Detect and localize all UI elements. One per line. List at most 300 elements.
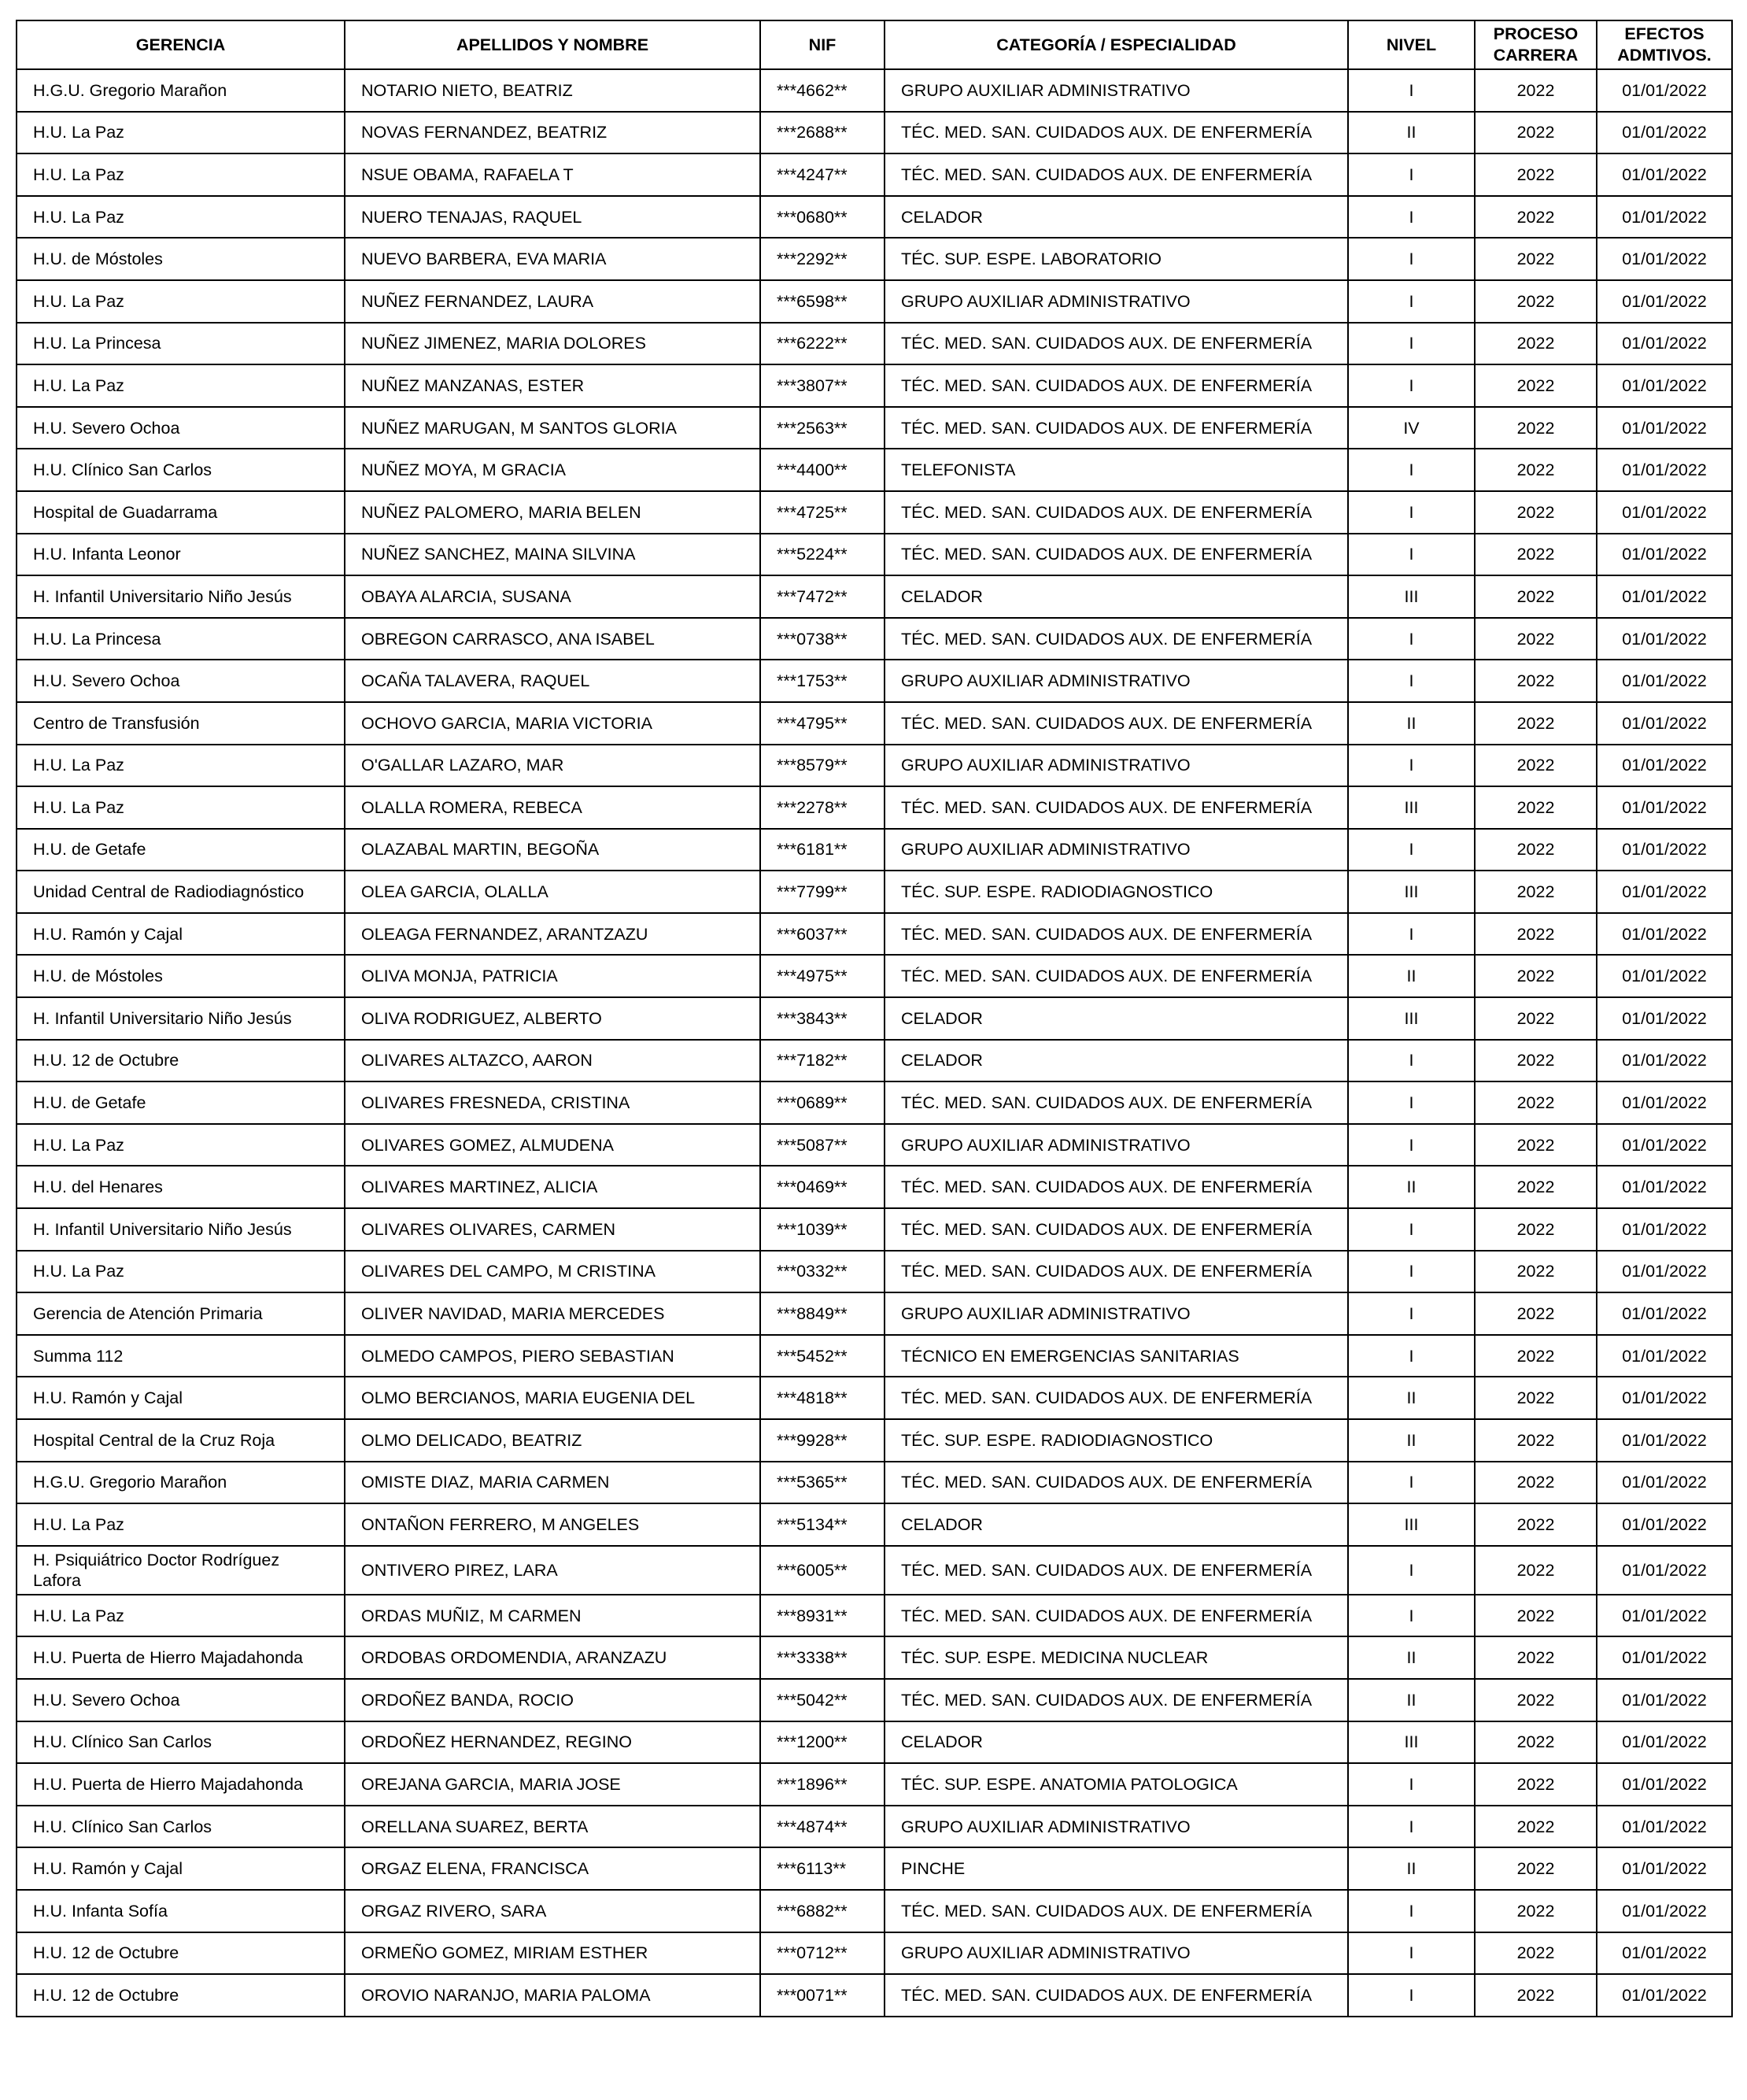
- cell-categoria: TÉC. MED. SAN. CUIDADOS AUX. DE ENFERMERÍA: [885, 1679, 1348, 1721]
- cell-nif: ***8849**: [760, 1292, 885, 1335]
- cell-nif: ***6181**: [760, 829, 885, 871]
- cell-gerencia: H.U. La Paz: [17, 280, 345, 323]
- cell-nif: ***5365**: [760, 1462, 885, 1504]
- cell-nombre: NUÑEZ MANZANAS, ESTER: [345, 364, 760, 407]
- cell-nivel: I: [1348, 449, 1475, 491]
- cell-efectos: 01/01/2022: [1597, 323, 1732, 365]
- cell-categoria: TÉC. MED. SAN. CUIDADOS AUX. DE ENFERMERÍA: [885, 323, 1348, 365]
- cell-categoria: CELADOR: [885, 196, 1348, 238]
- cell-gerencia: H. Psiquiátrico Doctor Rodríguez Lafora: [17, 1546, 345, 1595]
- cell-proceso: 2022: [1475, 1292, 1597, 1335]
- cell-proceso: 2022: [1475, 280, 1597, 323]
- cell-proceso: 2022: [1475, 534, 1597, 576]
- cell-nombre: O'GALLAR LAZARO, MAR: [345, 745, 760, 787]
- cell-proceso: 2022: [1475, 1503, 1597, 1546]
- table-row: [17, 1081, 1732, 1124]
- table-row: [17, 449, 1732, 491]
- cell-nif: ***6882**: [760, 1890, 885, 1932]
- cell-nif: ***5134**: [760, 1503, 885, 1546]
- cell-nombre: ORDOÑEZ BANDA, ROCIO: [345, 1679, 760, 1721]
- cell-efectos: 01/01/2022: [1597, 575, 1732, 618]
- cell-gerencia: H.U. 12 de Octubre: [17, 1932, 345, 1975]
- cell-efectos: 01/01/2022: [1597, 1974, 1732, 2017]
- cell-proceso: 2022: [1475, 364, 1597, 407]
- cell-proceso: 2022: [1475, 1335, 1597, 1377]
- cell-gerencia: H.U. La Paz: [17, 112, 345, 154]
- cell-categoria: CELADOR: [885, 997, 1348, 1040]
- cell-nivel: II: [1348, 702, 1475, 745]
- cell-efectos: 01/01/2022: [1597, 1847, 1732, 1890]
- header-categoria: CATEGORÍA / ESPECIALIDAD: [885, 20, 1348, 69]
- cell-categoria: CELADOR: [885, 1040, 1348, 1082]
- cell-nivel: I: [1348, 1546, 1475, 1595]
- cell-efectos: 01/01/2022: [1597, 112, 1732, 154]
- cell-efectos: 01/01/2022: [1597, 1040, 1732, 1082]
- cell-categoria: TÉC. MED. SAN. CUIDADOS AUX. DE ENFERMERÍA: [885, 618, 1348, 660]
- cell-categoria: PINCHE: [885, 1847, 1348, 1890]
- cell-nombre: ORELLANA SUAREZ, BERTA: [345, 1806, 760, 1848]
- header-nivel: NIVEL: [1348, 20, 1475, 69]
- cell-gerencia: H.U. Ramón y Cajal: [17, 1847, 345, 1890]
- cell-efectos: 01/01/2022: [1597, 913, 1732, 956]
- cell-efectos: 01/01/2022: [1597, 280, 1732, 323]
- cell-proceso: 2022: [1475, 407, 1597, 449]
- cell-categoria: TÉC. MED. SAN. CUIDADOS AUX. DE ENFERMERÍA: [885, 1166, 1348, 1208]
- cell-efectos: 01/01/2022: [1597, 1419, 1732, 1462]
- cell-efectos: 01/01/2022: [1597, 153, 1732, 196]
- cell-nif: ***0071**: [760, 1974, 885, 2017]
- cell-nombre: NUERO TENAJAS, RAQUEL: [345, 196, 760, 238]
- header-efectos-line2: ADMTIVOS.: [1617, 46, 1712, 65]
- cell-nombre: NUÑEZ MARUGAN, M SANTOS GLORIA: [345, 407, 760, 449]
- cell-categoria: GRUPO AUXILIAR ADMINISTRATIVO: [885, 660, 1348, 702]
- cell-nivel: III: [1348, 871, 1475, 913]
- cell-nombre: OLMO BERCIANOS, MARIA EUGENIA DEL: [345, 1377, 760, 1419]
- cell-gerencia: Hospital Central de la Cruz Roja: [17, 1419, 345, 1462]
- cell-nombre: NOTARIO NIETO, BEATRIZ: [345, 69, 760, 112]
- cell-nif: ***4818**: [760, 1377, 885, 1419]
- cell-nif: ***3843**: [760, 997, 885, 1040]
- table-row: [17, 1377, 1732, 1419]
- cell-gerencia: H.U. Clínico San Carlos: [17, 449, 345, 491]
- cell-nif: ***8579**: [760, 745, 885, 787]
- cell-nivel: III: [1348, 1721, 1475, 1764]
- cell-nivel: I: [1348, 1124, 1475, 1166]
- table-row: [17, 702, 1732, 745]
- cell-efectos: 01/01/2022: [1597, 829, 1732, 871]
- header-efectos-admtivos: [1597, 20, 1732, 69]
- cell-nivel: I: [1348, 534, 1475, 576]
- cell-nombre: OLIVARES OLIVARES, CARMEN: [345, 1208, 760, 1251]
- cell-gerencia: H.U. Ramón y Cajal: [17, 913, 345, 956]
- cell-categoria: TÉC. SUP. ESPE. MEDICINA NUCLEAR: [885, 1636, 1348, 1679]
- cell-efectos: 01/01/2022: [1597, 660, 1732, 702]
- cell-nombre: NUÑEZ MOYA, M GRACIA: [345, 449, 760, 491]
- table-row: [17, 913, 1732, 956]
- header-efectos-line1: EFECTOS: [1624, 24, 1705, 43]
- table-row: [17, 1974, 1732, 2017]
- cell-proceso: 2022: [1475, 1124, 1597, 1166]
- cell-nif: ***4247**: [760, 153, 885, 196]
- cell-categoria: GRUPO AUXILIAR ADMINISTRATIVO: [885, 1806, 1348, 1848]
- cell-efectos: 01/01/2022: [1597, 1292, 1732, 1335]
- cell-nif: ***8931**: [760, 1595, 885, 1637]
- cell-proceso: 2022: [1475, 1806, 1597, 1848]
- cell-efectos: 01/01/2022: [1597, 1679, 1732, 1721]
- cell-gerencia: H. Infantil Universitario Niño Jesús: [17, 997, 345, 1040]
- cell-nif: ***6598**: [760, 280, 885, 323]
- table-row: [17, 112, 1732, 154]
- cell-efectos: 01/01/2022: [1597, 871, 1732, 913]
- cell-nif: ***1039**: [760, 1208, 885, 1251]
- cell-gerencia: H.U. de Móstoles: [17, 955, 345, 997]
- cell-nombre: ORDOÑEZ HERNANDEZ, REGINO: [345, 1721, 760, 1764]
- table-row: [17, 745, 1732, 787]
- cell-proceso: 2022: [1475, 618, 1597, 660]
- cell-categoria: TÉC. MED. SAN. CUIDADOS AUX. DE ENFERMERÍA: [885, 491, 1348, 534]
- cell-nombre: ORGAZ ELENA, FRANCISCA: [345, 1847, 760, 1890]
- cell-proceso: 2022: [1475, 913, 1597, 956]
- cell-gerencia: H.U. La Paz: [17, 745, 345, 787]
- table-row: [17, 1503, 1732, 1546]
- cell-nif: ***4400**: [760, 449, 885, 491]
- cell-nif: ***1200**: [760, 1721, 885, 1764]
- cell-nif: ***3338**: [760, 1636, 885, 1679]
- cell-proceso: 2022: [1475, 449, 1597, 491]
- cell-categoria: GRUPO AUXILIAR ADMINISTRATIVO: [885, 1292, 1348, 1335]
- table-row: [17, 1679, 1732, 1721]
- cell-categoria: TELEFONISTA: [885, 449, 1348, 491]
- cell-efectos: 01/01/2022: [1597, 1721, 1732, 1764]
- cell-gerencia: H.U. del Henares: [17, 1166, 345, 1208]
- cell-nivel: I: [1348, 745, 1475, 787]
- cell-efectos: 01/01/2022: [1597, 1763, 1732, 1806]
- cell-nif: ***0712**: [760, 1932, 885, 1975]
- cell-categoria: TÉC. SUP. ESPE. ANATOMIA PATOLOGICA: [885, 1763, 1348, 1806]
- cell-nombre: ONTIVERO PIREZ, LARA: [345, 1546, 760, 1595]
- cell-nif: ***0469**: [760, 1166, 885, 1208]
- cell-nivel: II: [1348, 1847, 1475, 1890]
- cell-proceso: 2022: [1475, 196, 1597, 238]
- cell-gerencia: Summa 112: [17, 1335, 345, 1377]
- table-row: [17, 618, 1732, 660]
- table-row: [17, 323, 1732, 365]
- cell-nivel: III: [1348, 575, 1475, 618]
- cell-proceso: 2022: [1475, 871, 1597, 913]
- cell-nivel: I: [1348, 69, 1475, 112]
- cell-gerencia: H.U. La Paz: [17, 1503, 345, 1546]
- cell-efectos: 01/01/2022: [1597, 955, 1732, 997]
- table-row: [17, 1932, 1732, 1975]
- cell-nombre: ORDOBAS ORDOMENDIA, ARANZAZU: [345, 1636, 760, 1679]
- header-nombre: APELLIDOS Y NOMBRE: [345, 20, 760, 69]
- cell-nif: ***5452**: [760, 1335, 885, 1377]
- cell-nif: ***0332**: [760, 1251, 885, 1293]
- cell-categoria: CELADOR: [885, 1503, 1348, 1546]
- cell-proceso: 2022: [1475, 1595, 1597, 1637]
- cell-nivel: III: [1348, 997, 1475, 1040]
- table-row: [17, 1763, 1732, 1806]
- cell-categoria: GRUPO AUXILIAR ADMINISTRATIVO: [885, 1932, 1348, 1975]
- cell-categoria: TÉC. MED. SAN. CUIDADOS AUX. DE ENFERMERÍA: [885, 407, 1348, 449]
- cell-nombre: OCHOVO GARCIA, MARIA VICTORIA: [345, 702, 760, 745]
- cell-gerencia: H.U. Puerta de Hierro Majadahonda: [17, 1763, 345, 1806]
- cell-nivel: I: [1348, 280, 1475, 323]
- cell-proceso: 2022: [1475, 1763, 1597, 1806]
- cell-gerencia: H.G.U. Gregorio Marañon: [17, 1462, 345, 1504]
- personnel-table: [16, 20, 1733, 2017]
- cell-gerencia: H. Infantil Universitario Niño Jesús: [17, 575, 345, 618]
- cell-nombre: OLMEDO CAMPOS, PIERO SEBASTIAN: [345, 1335, 760, 1377]
- cell-gerencia: H.U. La Paz: [17, 153, 345, 196]
- cell-efectos: 01/01/2022: [1597, 1636, 1732, 1679]
- table-row: [17, 1040, 1732, 1082]
- cell-gerencia: H.U. 12 de Octubre: [17, 1040, 345, 1082]
- table-row: [17, 829, 1732, 871]
- cell-efectos: 01/01/2022: [1597, 1462, 1732, 1504]
- table-row: [17, 280, 1732, 323]
- cell-nivel: I: [1348, 1595, 1475, 1637]
- cell-nivel: II: [1348, 1636, 1475, 1679]
- cell-nombre: OBAYA ALARCIA, SUSANA: [345, 575, 760, 618]
- cell-nombre: NOVAS FERNANDEZ, BEATRIZ: [345, 112, 760, 154]
- table-row: [17, 534, 1732, 576]
- cell-gerencia: Unidad Central de Radiodiagnóstico: [17, 871, 345, 913]
- cell-gerencia: H.U. La Paz: [17, 1124, 345, 1166]
- cell-nivel: I: [1348, 1806, 1475, 1848]
- cell-nivel: II: [1348, 1419, 1475, 1462]
- cell-efectos: 01/01/2022: [1597, 238, 1732, 280]
- cell-gerencia: H.G.U. Gregorio Marañon: [17, 69, 345, 112]
- cell-nivel: I: [1348, 1292, 1475, 1335]
- cell-efectos: 01/01/2022: [1597, 534, 1732, 576]
- cell-nivel: I: [1348, 618, 1475, 660]
- cell-efectos: 01/01/2022: [1597, 1124, 1732, 1166]
- cell-efectos: 01/01/2022: [1597, 1890, 1732, 1932]
- table-row: [17, 955, 1732, 997]
- cell-efectos: 01/01/2022: [1597, 1251, 1732, 1293]
- cell-nivel: I: [1348, 1081, 1475, 1124]
- cell-nif: ***6222**: [760, 323, 885, 365]
- cell-nombre: OREJANA GARCIA, MARIA JOSE: [345, 1763, 760, 1806]
- cell-efectos: 01/01/2022: [1597, 786, 1732, 829]
- cell-efectos: 01/01/2022: [1597, 1932, 1732, 1975]
- cell-proceso: 2022: [1475, 660, 1597, 702]
- cell-nivel: I: [1348, 153, 1475, 196]
- cell-proceso: 2022: [1475, 112, 1597, 154]
- table-row: [17, 1292, 1732, 1335]
- table-row: [17, 1251, 1732, 1293]
- cell-categoria: TÉCNICO EN EMERGENCIAS SANITARIAS: [885, 1335, 1348, 1377]
- cell-gerencia: H.U. Severo Ochoa: [17, 1679, 345, 1721]
- cell-nombre: NSUE OBAMA, RAFAELA T: [345, 153, 760, 196]
- cell-proceso: 2022: [1475, 1208, 1597, 1251]
- cell-categoria: TÉC. SUP. ESPE. RADIODIAGNOSTICO: [885, 1419, 1348, 1462]
- cell-nif: ***1753**: [760, 660, 885, 702]
- cell-nivel: I: [1348, 1890, 1475, 1932]
- table-row: [17, 871, 1732, 913]
- cell-gerencia: H.U. La Paz: [17, 196, 345, 238]
- cell-nivel: I: [1348, 1335, 1475, 1377]
- cell-gerencia: H.U. Infanta Sofía: [17, 1890, 345, 1932]
- cell-categoria: TÉC. MED. SAN. CUIDADOS AUX. DE ENFERMERÍA: [885, 534, 1348, 576]
- table-row: [17, 1208, 1732, 1251]
- table-row: [17, 238, 1732, 280]
- cell-nif: ***5042**: [760, 1679, 885, 1721]
- cell-nivel: I: [1348, 196, 1475, 238]
- cell-categoria: TÉC. MED. SAN. CUIDADOS AUX. DE ENFERMERÍA: [885, 1595, 1348, 1637]
- cell-nivel: I: [1348, 1932, 1475, 1975]
- cell-nivel: I: [1348, 1251, 1475, 1293]
- cell-nif: ***0680**: [760, 196, 885, 238]
- cell-gerencia: H.U. La Paz: [17, 786, 345, 829]
- cell-nombre: OLIVARES DEL CAMPO, M CRISTINA: [345, 1251, 760, 1293]
- cell-nombre: OCAÑA TALAVERA, RAQUEL: [345, 660, 760, 702]
- cell-efectos: 01/01/2022: [1597, 745, 1732, 787]
- cell-categoria: CELADOR: [885, 1721, 1348, 1764]
- table-row: [17, 786, 1732, 829]
- cell-proceso: 2022: [1475, 786, 1597, 829]
- cell-gerencia: H.U. de Móstoles: [17, 238, 345, 280]
- cell-nombre: NUEVO BARBERA, EVA MARIA: [345, 238, 760, 280]
- cell-efectos: 01/01/2022: [1597, 1377, 1732, 1419]
- cell-nombre: ONTAÑON FERRERO, M ANGELES: [345, 1503, 760, 1546]
- cell-gerencia: Gerencia de Atención Primaria: [17, 1292, 345, 1335]
- table-row: [17, 1166, 1732, 1208]
- cell-gerencia: H.U. La Princesa: [17, 618, 345, 660]
- cell-nif: ***2563**: [760, 407, 885, 449]
- cell-gerencia: H.U. La Paz: [17, 1595, 345, 1637]
- cell-nif: ***4975**: [760, 955, 885, 997]
- cell-proceso: 2022: [1475, 1081, 1597, 1124]
- cell-categoria: TÉC. MED. SAN. CUIDADOS AUX. DE ENFERMERÍA: [885, 1251, 1348, 1293]
- cell-proceso: 2022: [1475, 1419, 1597, 1462]
- header-gerencia: GERENCIA: [17, 20, 345, 69]
- cell-nif: ***7182**: [760, 1040, 885, 1082]
- table-row: [17, 491, 1732, 534]
- cell-efectos: 01/01/2022: [1597, 364, 1732, 407]
- cell-proceso: 2022: [1475, 1679, 1597, 1721]
- cell-nombre: OLAZABAL MARTIN, BEGOÑA: [345, 829, 760, 871]
- cell-nif: ***9928**: [760, 1419, 885, 1462]
- cell-nif: ***5087**: [760, 1124, 885, 1166]
- cell-nivel: III: [1348, 1503, 1475, 1546]
- cell-categoria: TÉC. MED. SAN. CUIDADOS AUX. DE ENFERMERÍA: [885, 364, 1348, 407]
- cell-proceso: 2022: [1475, 1166, 1597, 1208]
- header-proceso-carrera: [1475, 20, 1597, 69]
- cell-nombre: OLIVARES FRESNEDA, CRISTINA: [345, 1081, 760, 1124]
- cell-categoria: CELADOR: [885, 575, 1348, 618]
- table-row: [17, 1419, 1732, 1462]
- table-row: [17, 575, 1732, 618]
- table-row: [17, 1806, 1732, 1848]
- table-row: [17, 1890, 1732, 1932]
- table-row: [17, 1546, 1732, 1595]
- header-proceso-line1: PROCESO: [1493, 24, 1579, 43]
- table-row: [17, 1462, 1732, 1504]
- table-row: [17, 1595, 1732, 1637]
- cell-nif: ***6113**: [760, 1847, 885, 1890]
- cell-gerencia: H.U. La Paz: [17, 1251, 345, 1293]
- cell-categoria: TÉC. MED. SAN. CUIDADOS AUX. DE ENFERMERÍA: [885, 702, 1348, 745]
- cell-gerencia: H.U. de Getafe: [17, 1081, 345, 1124]
- cell-nif: ***6005**: [760, 1546, 885, 1595]
- cell-gerencia: Centro de Transfusión: [17, 702, 345, 745]
- table-row: [17, 1636, 1732, 1679]
- cell-categoria: GRUPO AUXILIAR ADMINISTRATIVO: [885, 280, 1348, 323]
- cell-nivel: II: [1348, 112, 1475, 154]
- cell-proceso: 2022: [1475, 153, 1597, 196]
- cell-nombre: OLIVA MONJA, PATRICIA: [345, 955, 760, 997]
- cell-proceso: 2022: [1475, 238, 1597, 280]
- cell-gerencia: H. Infantil Universitario Niño Jesús: [17, 1208, 345, 1251]
- cell-nombre: OLEAGA FERNANDEZ, ARANTZAZU: [345, 913, 760, 956]
- cell-nif: ***4725**: [760, 491, 885, 534]
- cell-gerencia: H.U. La Princesa: [17, 323, 345, 365]
- cell-categoria: TÉC. SUP. ESPE. LABORATORIO: [885, 238, 1348, 280]
- table-row: [17, 196, 1732, 238]
- cell-nif: ***2292**: [760, 238, 885, 280]
- cell-nivel: I: [1348, 1763, 1475, 1806]
- cell-categoria: GRUPO AUXILIAR ADMINISTRATIVO: [885, 1124, 1348, 1166]
- cell-nombre: OLIVA RODRIGUEZ, ALBERTO: [345, 997, 760, 1040]
- table-row: [17, 1847, 1732, 1890]
- cell-categoria: TÉC. MED. SAN. CUIDADOS AUX. DE ENFERMERÍA: [885, 153, 1348, 196]
- table-row: [17, 1721, 1732, 1764]
- table-row: [17, 1335, 1732, 1377]
- cell-nivel: I: [1348, 1462, 1475, 1504]
- header-row: [17, 20, 1732, 69]
- header-proceso-line2: CARRERA: [1493, 46, 1579, 65]
- cell-gerencia: H.U. La Paz: [17, 364, 345, 407]
- cell-nombre: OROVIO NARANJO, MARIA PALOMA: [345, 1974, 760, 2017]
- cell-efectos: 01/01/2022: [1597, 69, 1732, 112]
- cell-nivel: IV: [1348, 407, 1475, 449]
- cell-nif: ***4795**: [760, 702, 885, 745]
- cell-nivel: I: [1348, 1974, 1475, 2017]
- cell-nivel: II: [1348, 1377, 1475, 1419]
- cell-nif: ***0738**: [760, 618, 885, 660]
- cell-gerencia: H.U. 12 de Octubre: [17, 1974, 345, 2017]
- cell-efectos: 01/01/2022: [1597, 618, 1732, 660]
- cell-proceso: 2022: [1475, 1546, 1597, 1595]
- cell-proceso: 2022: [1475, 829, 1597, 871]
- cell-proceso: 2022: [1475, 1890, 1597, 1932]
- cell-proceso: 2022: [1475, 1721, 1597, 1764]
- cell-proceso: 2022: [1475, 69, 1597, 112]
- cell-nivel: II: [1348, 1679, 1475, 1721]
- cell-nivel: I: [1348, 238, 1475, 280]
- cell-categoria: TÉC. MED. SAN. CUIDADOS AUX. DE ENFERMERÍA: [885, 1974, 1348, 2017]
- cell-categoria: TÉC. MED. SAN. CUIDADOS AUX. DE ENFERMERÍA: [885, 1377, 1348, 1419]
- cell-nif: ***2278**: [760, 786, 885, 829]
- cell-nombre: OLIVER NAVIDAD, MARIA MERCEDES: [345, 1292, 760, 1335]
- cell-gerencia: H.U. Puerta de Hierro Majadahonda: [17, 1636, 345, 1679]
- cell-efectos: 01/01/2022: [1597, 1595, 1732, 1637]
- cell-efectos: 01/01/2022: [1597, 1166, 1732, 1208]
- cell-nif: ***0689**: [760, 1081, 885, 1124]
- cell-nif: ***2688**: [760, 112, 885, 154]
- cell-proceso: 2022: [1475, 575, 1597, 618]
- cell-nombre: ORMEÑO GOMEZ, MIRIAM ESTHER: [345, 1932, 760, 1975]
- cell-nombre: OLEA GARCIA, OLALLA: [345, 871, 760, 913]
- cell-gerencia: H.U. Ramón y Cajal: [17, 1377, 345, 1419]
- cell-categoria: TÉC. MED. SAN. CUIDADOS AUX. DE ENFERMERÍA: [885, 1546, 1348, 1595]
- cell-categoria: GRUPO AUXILIAR ADMINISTRATIVO: [885, 745, 1348, 787]
- cell-proceso: 2022: [1475, 702, 1597, 745]
- cell-nif: ***6037**: [760, 913, 885, 956]
- cell-categoria: TÉC. SUP. ESPE. RADIODIAGNOSTICO: [885, 871, 1348, 913]
